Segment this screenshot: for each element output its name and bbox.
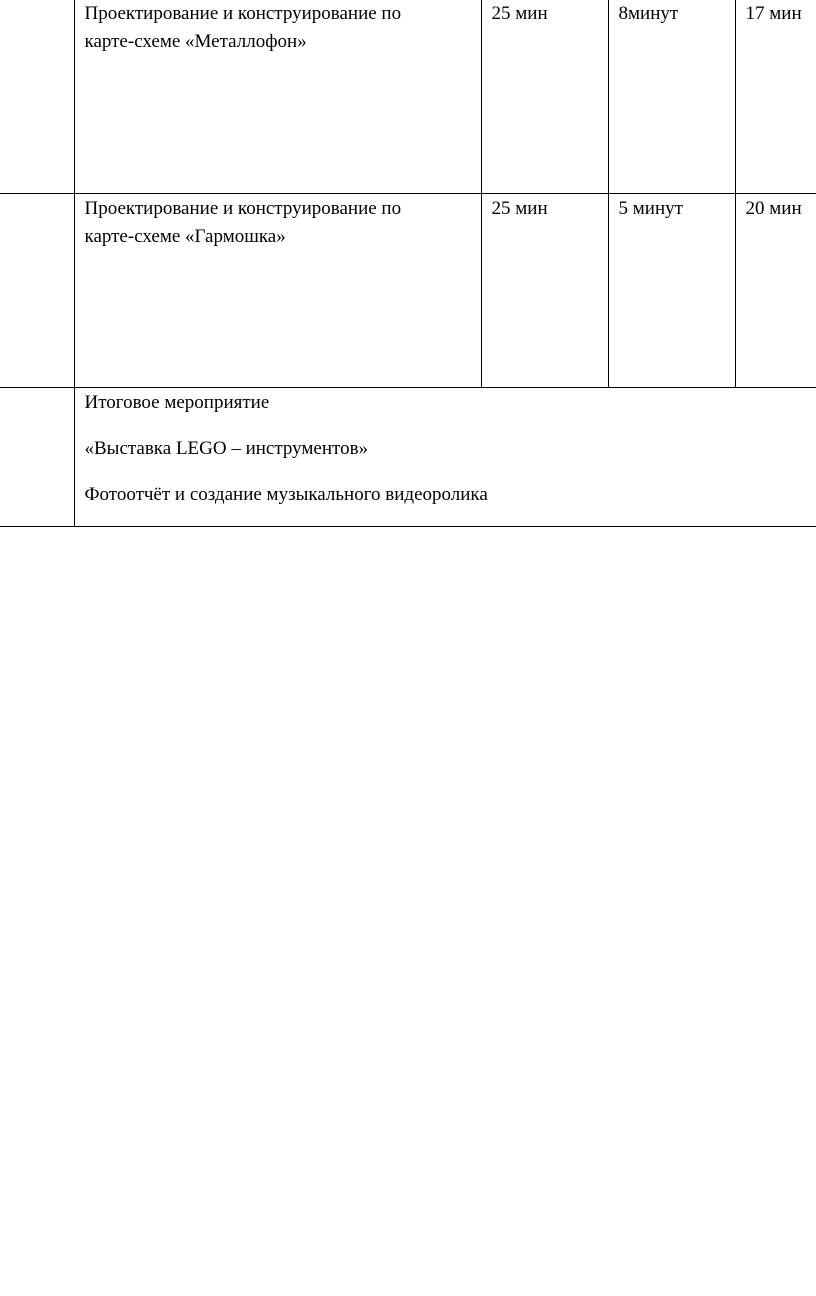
activity-title-line: карте-схеме «Гармошка» xyxy=(84,225,286,247)
table-row xyxy=(0,193,816,387)
part2-value: 5 минут xyxy=(618,197,683,219)
final-event-cell xyxy=(74,387,816,526)
activity-title-line: Проектирование и конструирование по xyxy=(84,197,402,219)
activity-title-line: карте-схеме «Металлофон» xyxy=(84,31,307,52)
part2-value: 8минут xyxy=(618,3,679,24)
part2-cell xyxy=(608,193,735,387)
activity-title-cell xyxy=(74,193,481,387)
row-number xyxy=(0,194,74,195)
final-event-text xyxy=(75,388,816,509)
row-number-cell xyxy=(0,193,74,387)
duration-value: 25 мин xyxy=(491,3,548,24)
part3-value: 20 мин xyxy=(745,197,802,219)
part3-cell xyxy=(735,0,816,193)
final-event-heading: Итоговое мероприятие xyxy=(84,391,270,413)
duration-cell xyxy=(481,0,608,193)
duration-cell xyxy=(481,193,608,387)
row-number-cell xyxy=(0,0,74,193)
table-row xyxy=(0,0,816,193)
activity-title-cell xyxy=(74,0,481,193)
final-event-row xyxy=(0,387,816,526)
part3-value: 17 мин xyxy=(745,3,802,24)
final-event-report: Фотоотчёт и создание музыкального видеоролика xyxy=(84,483,488,505)
activity-title-line: Проектирование и конструирование по xyxy=(84,3,402,24)
activity-title xyxy=(75,194,481,251)
activity-title xyxy=(75,0,481,56)
part3-cell xyxy=(735,193,816,387)
row-number-cell xyxy=(0,387,74,526)
lesson-plan-table xyxy=(0,0,816,527)
final-event-exhibition: «Выставка LEGO – инструментов» xyxy=(84,437,369,459)
part2-cell xyxy=(608,0,735,193)
duration-value: 25 мин xyxy=(491,197,548,219)
